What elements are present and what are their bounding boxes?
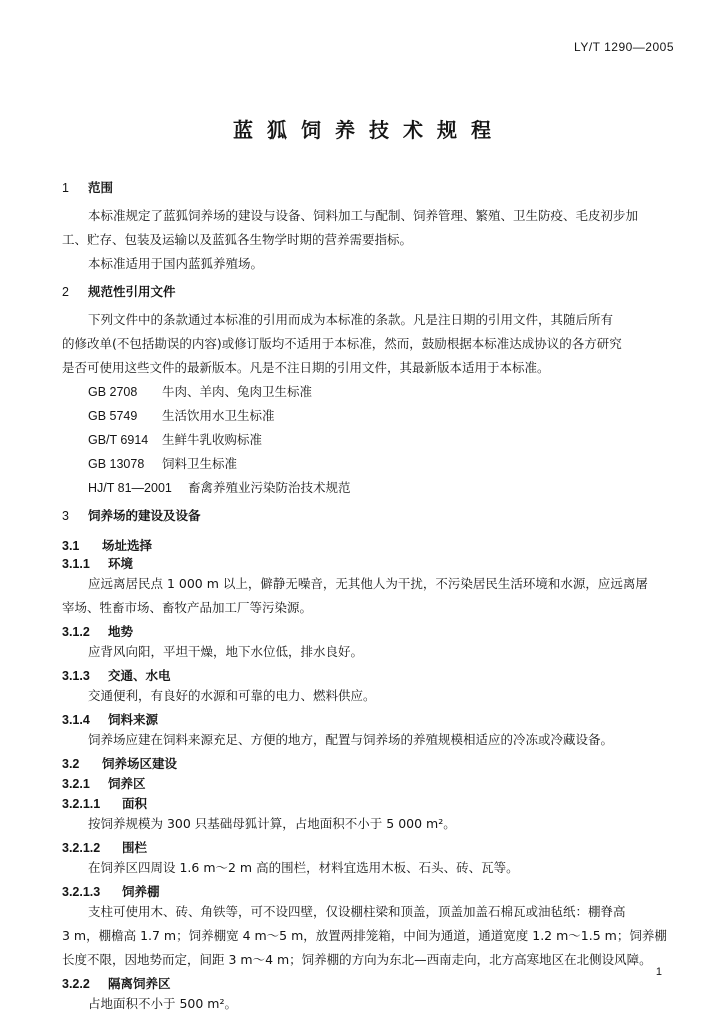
clause-text-line: 饲养场应建在饲料来源充足、方便的地方，配置与饲养场的养殖规模相适应的冷冻或冷藏设备。 — [88, 732, 614, 747]
subsection-heading: 3.1.4 饲料来源 — [62, 712, 159, 727]
subsection-heading: 3.2.2 隔离饲养区 — [62, 976, 171, 991]
subsection-heading: 3.1 场址选择 — [62, 538, 153, 553]
subsection-heading: 3.2 饲养场区建设 — [62, 756, 178, 771]
clause-text-line: 宰场、牲畜市场、畜牧产品加工厂等污染源。 — [62, 600, 313, 615]
reference-item: GB 2708 牛肉、羊肉、兔肉卫生标准 — [88, 384, 313, 399]
section-2-heading: 2 规范性引用文件 — [62, 284, 176, 299]
subsection-heading: 3.1.1 环境 — [62, 556, 134, 571]
section-1-heading: 1 范围 — [62, 180, 114, 195]
clause-text-line: 3 m，棚檐高 1.7 m；饲养棚宽 4 m～5 m，放置两排笼箱，中间为通道，通道宽度 1.2 m～1.5 m；饲养棚 — [62, 928, 667, 943]
reference-item: GB/T 6914 生鲜牛乳收购标准 — [88, 432, 263, 447]
subsection-heading: 3.2.1.3 饲养棚 — [62, 884, 160, 899]
section-1-paragraph-line: 本标准适用于国内蓝狐养殖场。 — [88, 256, 264, 271]
subsection-heading: 3.2.1.1 面积 — [62, 796, 148, 811]
section-1-paragraph-line: 工、贮存、包装及运输以及蓝狐各生物学时期的营养需要指标。 — [62, 232, 413, 247]
clause-text-line: 占地面积不小于 500 m²。 — [88, 996, 237, 1011]
section-1-paragraph-line: 本标准规定了蓝狐饲养场的建设与设备、饲料加工与配制、饲养管理、繁殖、卫生防疫、毛皮初步加 — [88, 208, 639, 223]
section-3-heading: 3 饲养场的建设及设备 — [62, 508, 201, 523]
document-title: 蓝狐饲养技术规程 — [233, 118, 505, 142]
reference-item: GB 13078 饲料卫生标准 — [88, 456, 238, 471]
reference-item: GB 5749 生活饮用水卫生标准 — [88, 408, 275, 423]
subsection-heading: 3.1.3 交通、水电 — [62, 668, 171, 683]
section-2-paragraph-line: 下列文件中的条款通过本标准的引用而成为本标准的条款。凡是注日期的引用文件，其随后所有 — [88, 312, 614, 327]
subsection-heading: 3.1.2 地势 — [62, 624, 134, 639]
reference-item: HJ/T 81—2001 畜禽养殖业污染防治技术规范 — [88, 480, 351, 495]
section-2-paragraph-line: 的修改单(不包括勘误的内容)或修订版均不适用于本标准，然而，鼓励根据本标准达成协议的各方研究 — [62, 336, 622, 351]
subsection-heading: 3.2.1.2 围栏 — [62, 840, 148, 855]
clause-text-line: 在饲养区四周设 1.6 m～2 m 高的围栏，材料宜选用木板、石头、砖、瓦等。 — [88, 860, 519, 875]
section-2-paragraph-line: 是否可使用这些文件的最新版本。凡是不注日期的引用文件，其最新版本适用于本标准。 — [62, 360, 550, 375]
standard-code: LY/T 1290—2005 — [574, 40, 674, 54]
subsection-heading: 3.2.1 饲养区 — [62, 776, 146, 791]
clause-text-line: 按饲养规模为 300 只基础母狐计算，占地面积不小于 5 000 m²。 — [88, 816, 456, 831]
page-number: 1 — [655, 966, 662, 978]
clause-text-line: 应背风向阳，平坦干燥，地下水位低，排水良好。 — [88, 644, 364, 659]
clause-text-line: 支柱可使用木、砖、角铁等，可不设四壁，仅设棚柱梁和顶盖，顶盖加盖石棉瓦或油毡纸：棚脊高 — [88, 904, 626, 919]
clause-text-line: 长度不限，因地势而定，间距 3 m～4 m；饲养棚的方向为东北—西南走向，北方高寒地区在北侧设风障。 — [62, 952, 652, 967]
clause-text-line: 应远离居民点 1 000 m 以上，僻静无噪音，无其他人为干扰，不污染居民生活环境和水源，应远离屠 — [88, 576, 648, 591]
clause-text-line: 交通便利，有良好的水源和可靠的电力、燃料供应。 — [88, 688, 376, 703]
